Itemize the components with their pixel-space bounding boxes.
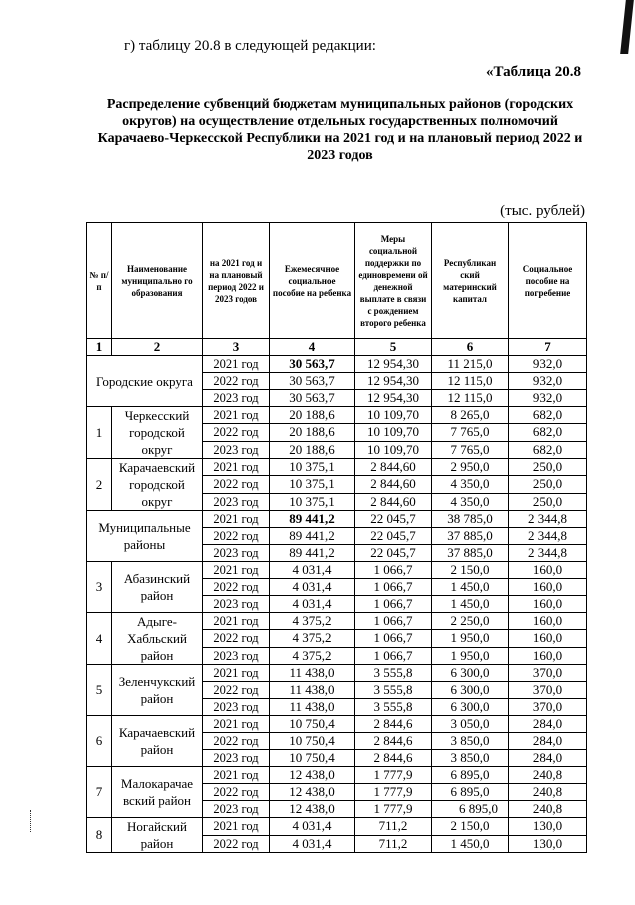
child-allowance-cell: 89 441,2 <box>270 528 355 545</box>
funeral-allowance-cell: 932,0 <box>509 390 587 407</box>
maternity-capital-cell: 37 885,0 <box>432 528 509 545</box>
child-allowance-cell: 4 375,2 <box>270 630 355 647</box>
year-cell: 2022 год <box>203 579 270 596</box>
maternity-capital-cell: 4 350,0 <box>432 493 509 510</box>
maternity-capital-cell: 7 765,0 <box>432 441 509 458</box>
table-row <box>87 716 587 733</box>
second-child-payment-cell: 1 066,7 <box>355 562 432 579</box>
second-child-payment-cell: 22 045,7 <box>355 545 432 562</box>
table-body <box>87 356 587 853</box>
maternity-capital-cell: 6 300,0 <box>432 699 509 716</box>
funeral-allowance-cell: 284,0 <box>509 750 587 767</box>
table-row <box>87 613 587 630</box>
funeral-allowance-cell: 932,0 <box>509 356 587 373</box>
second-child-payment-cell: 2 844,60 <box>355 476 432 493</box>
row-number: 8 <box>87 818 112 853</box>
row-number: 7 <box>87 767 112 818</box>
second-child-payment-cell: 10 109,70 <box>355 424 432 441</box>
header-cell: Меры социальной поддержки по единовремени ой денежной выплате в связи с рождением второго ребенка <box>355 223 432 339</box>
year-cell: 2021 год <box>203 767 270 784</box>
maternity-capital-cell: 4 350,0 <box>432 476 509 493</box>
maternity-capital-cell: 3 850,0 <box>432 750 509 767</box>
child-allowance-cell: 4 031,4 <box>270 596 355 613</box>
municipality-name: Малокарачае вский район <box>112 767 203 818</box>
funeral-allowance-cell: 240,8 <box>509 767 587 784</box>
header-cell: Наименование муниципально го образования <box>112 223 203 339</box>
maternity-capital-cell: 6 300,0 <box>432 665 509 682</box>
child-allowance-cell: 10 375,1 <box>270 493 355 510</box>
funeral-allowance-cell: 250,0 <box>509 493 587 510</box>
row-number: 2 <box>87 459 112 511</box>
year-cell: 2022 год <box>203 373 270 390</box>
year-cell: 2022 год <box>203 733 270 750</box>
maternity-capital-cell: 11 215,0 <box>432 356 509 373</box>
funeral-allowance-cell: 932,0 <box>509 373 587 390</box>
maternity-capital-cell: 1 450,0 <box>432 579 509 596</box>
column-number: 4 <box>270 339 355 356</box>
second-child-payment-cell: 22 045,7 <box>355 528 432 545</box>
child-allowance-cell: 4 031,4 <box>270 818 355 836</box>
second-child-payment-cell: 1 066,7 <box>355 647 432 664</box>
maternity-capital-cell: 3 050,0 <box>432 716 509 733</box>
maternity-capital-cell: 1 950,0 <box>432 630 509 647</box>
second-child-payment-cell: 1 066,7 <box>355 630 432 647</box>
funeral-allowance-cell: 160,0 <box>509 647 587 664</box>
year-cell: 2022 год <box>203 528 270 545</box>
funeral-allowance-cell: 284,0 <box>509 733 587 750</box>
municipality-name: Абазинский район <box>112 562 203 613</box>
child-allowance-cell: 20 188,6 <box>270 441 355 458</box>
maternity-capital-cell: 6 895,0 <box>432 767 509 784</box>
year-cell: 2023 год <box>203 699 270 716</box>
header-cell: Республикан ский материнский капитал <box>432 223 509 339</box>
funeral-allowance-cell: 130,0 <box>509 818 587 836</box>
child-allowance-cell: 11 438,0 <box>270 665 355 682</box>
funeral-allowance-cell: 370,0 <box>509 665 587 682</box>
funeral-allowance-cell: 2 344,8 <box>509 545 587 562</box>
funeral-allowance-cell: 160,0 <box>509 596 587 613</box>
maternity-capital-cell: 2 250,0 <box>432 613 509 630</box>
group-name: Муниципальные районы <box>87 511 203 562</box>
funeral-allowance-cell: 160,0 <box>509 562 587 579</box>
maternity-capital-cell: 12 115,0 <box>432 373 509 390</box>
year-cell: 2023 год <box>203 750 270 767</box>
second-child-payment-cell: 2 844,6 <box>355 733 432 750</box>
year-cell: 2021 год <box>203 665 270 682</box>
municipality-name: Карачаевский район <box>112 716 203 767</box>
second-child-payment-cell: 3 555,8 <box>355 699 432 716</box>
column-number: 6 <box>432 339 509 356</box>
column-number: 3 <box>203 339 270 356</box>
funeral-allowance-cell: 370,0 <box>509 699 587 716</box>
year-cell: 2023 год <box>203 647 270 664</box>
maternity-capital-cell: 1 450,0 <box>432 835 509 853</box>
year-cell: 2021 год <box>203 356 270 373</box>
maternity-capital-cell: 12 115,0 <box>432 390 509 407</box>
child-allowance-cell: 10 375,1 <box>270 476 355 493</box>
subvention-table <box>86 222 587 853</box>
second-child-payment-cell: 2 844,60 <box>355 459 432 476</box>
table-row <box>87 665 587 682</box>
second-child-payment-cell: 2 844,60 <box>355 493 432 510</box>
child-allowance-cell: 4 375,2 <box>270 613 355 630</box>
table-row <box>87 511 587 528</box>
funeral-allowance-cell: 284,0 <box>509 716 587 733</box>
header-cell: на 2021 год и на плановый период 2022 и 2023 годов <box>203 223 270 339</box>
child-allowance-cell: 10 750,4 <box>270 716 355 733</box>
funeral-allowance-cell: 160,0 <box>509 613 587 630</box>
municipality-name: Черкесский городской округ <box>112 407 203 459</box>
child-allowance-cell: 30 563,7 <box>270 390 355 407</box>
table-row <box>87 562 587 579</box>
year-cell: 2023 год <box>203 801 270 818</box>
year-cell: 2023 год <box>203 493 270 510</box>
year-cell: 2021 год <box>203 613 270 630</box>
child-allowance-cell: 12 438,0 <box>270 784 355 801</box>
child-allowance-cell: 11 438,0 <box>270 682 355 699</box>
municipality-name: Адыге-Хабльский район <box>112 613 203 665</box>
second-child-payment-cell: 12 954,30 <box>355 390 432 407</box>
child-allowance-cell: 30 563,7 <box>270 356 355 373</box>
year-cell: 2022 год <box>203 424 270 441</box>
municipality-name: Ногайский район <box>112 818 203 853</box>
maternity-capital-cell: 2 950,0 <box>432 459 509 476</box>
maternity-capital-cell: 1 450,0 <box>432 596 509 613</box>
units-label: (тыс. рублей) <box>500 203 585 219</box>
document-title: Распределение субвенций бюджетам муниципальных районов (городских округов) на осуществление отдельных государственных полномочий Карачаево-Черкесской Республики на 2021 год и на плановый период 2022 и 2023 годов <box>97 97 583 163</box>
second-child-payment-cell: 711,2 <box>355 818 432 836</box>
maternity-capital-cell: 6 895,0 <box>432 784 509 801</box>
maternity-capital-cell: 6 895,0 <box>432 801 509 818</box>
maternity-capital-cell: 2 150,0 <box>432 818 509 836</box>
funeral-allowance-cell: 250,0 <box>509 476 587 493</box>
column-number-row <box>87 339 587 356</box>
table-row <box>87 767 587 784</box>
municipality-name: Зеленчукский район <box>112 665 203 716</box>
second-child-payment-cell: 1 066,7 <box>355 613 432 630</box>
year-cell: 2022 год <box>203 476 270 493</box>
year-cell: 2021 год <box>203 818 270 836</box>
page-edge-mark <box>620 0 634 54</box>
second-child-payment-cell: 12 954,30 <box>355 356 432 373</box>
funeral-allowance-cell: 370,0 <box>509 682 587 699</box>
funeral-allowance-cell: 240,8 <box>509 784 587 801</box>
column-number: 2 <box>112 339 203 356</box>
child-allowance-cell: 10 750,4 <box>270 733 355 750</box>
child-allowance-cell: 89 441,2 <box>270 545 355 562</box>
header-cell: Социальное пособие на погребение <box>509 223 587 339</box>
maternity-capital-cell: 1 950,0 <box>432 647 509 664</box>
row-number: 1 <box>87 407 112 459</box>
child-allowance-cell: 30 563,7 <box>270 373 355 390</box>
funeral-allowance-cell: 130,0 <box>509 835 587 853</box>
second-child-payment-cell: 2 844,6 <box>355 750 432 767</box>
margin-scribble <box>30 810 41 832</box>
funeral-allowance-cell: 160,0 <box>509 630 587 647</box>
second-child-payment-cell: 3 555,8 <box>355 665 432 682</box>
funeral-allowance-cell: 682,0 <box>509 407 587 424</box>
year-cell: 2021 год <box>203 511 270 528</box>
year-cell: 2022 год <box>203 682 270 699</box>
year-cell: 2022 год <box>203 784 270 801</box>
year-cell: 2023 год <box>203 596 270 613</box>
maternity-capital-cell: 37 885,0 <box>432 545 509 562</box>
year-cell: 2021 год <box>203 407 270 424</box>
child-allowance-cell: 4 031,4 <box>270 579 355 596</box>
child-allowance-cell: 11 438,0 <box>270 699 355 716</box>
second-child-payment-cell: 10 109,70 <box>355 407 432 424</box>
header-cell: № п/п <box>87 223 112 339</box>
funeral-allowance-cell: 250,0 <box>509 459 587 476</box>
second-child-payment-cell: 1 066,7 <box>355 596 432 613</box>
maternity-capital-cell: 3 850,0 <box>432 733 509 750</box>
column-number: 5 <box>355 339 432 356</box>
intro-text: г) таблицу 20.8 в следующей редакции: <box>124 38 376 54</box>
funeral-allowance-cell: 682,0 <box>509 424 587 441</box>
second-child-payment-cell: 12 954,30 <box>355 373 432 390</box>
second-child-payment-cell: 3 555,8 <box>355 682 432 699</box>
municipality-name: Карачаевский городской округ <box>112 459 203 511</box>
maternity-capital-cell: 38 785,0 <box>432 511 509 528</box>
maternity-capital-cell: 6 300,0 <box>432 682 509 699</box>
group-name: Городские округа <box>87 356 203 407</box>
second-child-payment-cell: 1 777,9 <box>355 801 432 818</box>
year-cell: 2023 год <box>203 390 270 407</box>
row-number: 6 <box>87 716 112 767</box>
year-cell: 2021 год <box>203 562 270 579</box>
year-cell: 2023 год <box>203 441 270 458</box>
table-row <box>87 356 587 373</box>
year-cell: 2023 год <box>203 545 270 562</box>
child-allowance-cell: 4 375,2 <box>270 647 355 664</box>
maternity-capital-cell: 7 765,0 <box>432 424 509 441</box>
second-child-payment-cell: 1 777,9 <box>355 784 432 801</box>
second-child-payment-cell: 1 066,7 <box>355 579 432 596</box>
header-cell: Ежемесячное социальное пособие на ребенка <box>270 223 355 339</box>
child-allowance-cell: 12 438,0 <box>270 767 355 784</box>
table-row <box>87 407 587 424</box>
table-name: «Таблица 20.8 <box>486 64 581 80</box>
year-cell: 2022 год <box>203 835 270 853</box>
row-number: 5 <box>87 665 112 716</box>
child-allowance-cell: 10 375,1 <box>270 459 355 476</box>
child-allowance-cell: 10 750,4 <box>270 750 355 767</box>
child-allowance-cell: 4 031,4 <box>270 562 355 579</box>
header-row <box>87 223 587 339</box>
second-child-payment-cell: 22 045,7 <box>355 511 432 528</box>
funeral-allowance-cell: 2 344,8 <box>509 511 587 528</box>
child-allowance-cell: 20 188,6 <box>270 407 355 424</box>
column-number: 1 <box>87 339 112 356</box>
table-row <box>87 459 587 476</box>
funeral-allowance-cell: 682,0 <box>509 441 587 458</box>
table-row <box>87 818 587 836</box>
child-allowance-cell: 89 441,2 <box>270 511 355 528</box>
maternity-capital-cell: 2 150,0 <box>432 562 509 579</box>
child-allowance-cell: 20 188,6 <box>270 424 355 441</box>
funeral-allowance-cell: 2 344,8 <box>509 528 587 545</box>
year-cell: 2021 год <box>203 716 270 733</box>
maternity-capital-cell: 8 265,0 <box>432 407 509 424</box>
funeral-allowance-cell: 240,8 <box>509 801 587 818</box>
column-number: 7 <box>509 339 587 356</box>
funeral-allowance-cell: 160,0 <box>509 579 587 596</box>
row-number: 4 <box>87 613 112 665</box>
second-child-payment-cell: 2 844,6 <box>355 716 432 733</box>
second-child-payment-cell: 1 777,9 <box>355 767 432 784</box>
row-number: 3 <box>87 562 112 613</box>
second-child-payment-cell: 10 109,70 <box>355 441 432 458</box>
child-allowance-cell: 12 438,0 <box>270 801 355 818</box>
year-cell: 2021 год <box>203 459 270 476</box>
child-allowance-cell: 4 031,4 <box>270 835 355 853</box>
second-child-payment-cell: 711,2 <box>355 835 432 853</box>
year-cell: 2022 год <box>203 630 270 647</box>
